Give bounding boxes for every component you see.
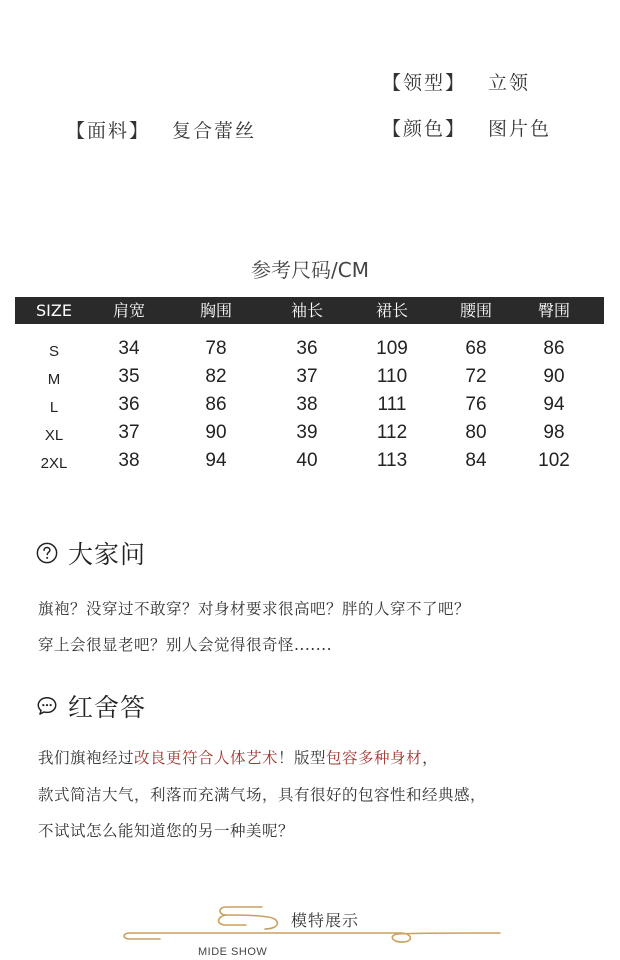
attribute-value: 图片色 [488,118,552,140]
table-cell: 102 [538,450,570,471]
attribute-collar [382,68,530,95]
table-cell: 80 [465,422,487,443]
table-cell: 94 [205,450,227,471]
size-cell: XL [44,427,64,444]
table-row [0,450,620,478]
attribute-color [382,114,551,141]
size-chart-title: 参考尺码/CM [251,258,369,282]
table-cell: 90 [205,422,227,443]
attribute-key: 【颜色】 [382,118,467,140]
table-cell: 84 [465,450,487,471]
attribute-key: 【面料】 [66,120,151,142]
header-cell: 腰围 [459,301,493,320]
question-circle-icon [36,542,58,564]
attribute-fabric [66,116,256,143]
answer-line: 不试试怎么能知道您的另一种美呢？ [38,822,295,840]
table-cell: 78 [205,338,227,359]
answer-title: 红舍答 [68,693,147,722]
table-cell: 37 [118,422,140,443]
table-cell: 113 [376,450,408,471]
table-cell: 39 [296,422,318,443]
attribute-key: 【领型】 [382,72,467,94]
table-cell: 86 [205,394,227,415]
table-row [0,338,620,366]
size-table-header [15,297,604,324]
table-cell: 36 [296,338,318,359]
question-line: 穿上会很显老吧？别人会觉得很奇怪....... [38,636,332,654]
table-cell: 76 [465,394,487,415]
table-row [0,394,620,422]
answer-text: ， [422,749,439,767]
answer-heading [36,690,146,722]
table-cell: 90 [543,366,565,387]
table-cell: 37 [296,366,318,387]
table-cell: 111 [377,394,407,415]
size-cell: S [48,343,60,360]
table-cell: 110 [376,366,408,387]
footer-title: 模特展示 [291,911,360,930]
question-line: 旗袍？没穿过不敢穿？对身材要求很高吧？胖的人穿不了吧？ [38,600,471,618]
table-row [0,366,620,394]
table-cell: 38 [118,450,140,471]
attribute-value: 立领 [488,72,531,94]
question-heading [36,537,146,569]
table-cell: 68 [465,338,487,359]
question-title: 大家问 [68,540,147,569]
header-cell: SIZE [36,301,72,320]
table-cell: 82 [205,366,227,387]
header-cell: 臀围 [537,301,571,320]
attribute-value: 复合蕾丝 [172,120,257,142]
table-cell: 40 [296,450,318,471]
table-cell: 109 [376,338,408,359]
table-cell: 98 [543,422,565,443]
size-cell: L [49,399,59,416]
answer-text: 我们旗袍经过 [38,749,135,767]
size-cell: M [47,371,61,388]
table-cell: 35 [118,366,140,387]
table-cell: 86 [543,338,565,359]
table-cell: 38 [296,394,318,415]
answer-highlight: 改良更符合人体艺术 [134,749,279,767]
table-cell: 36 [118,394,140,415]
answer-text: ！版型 [278,749,327,767]
answer-highlight: 包容多种身材 [326,749,423,767]
size-cell: 2XL [40,455,68,472]
header-cell: 袖长 [290,301,324,320]
chat-bubble-icon [36,695,58,717]
answer-line [38,746,438,768]
table-cell: 34 [118,338,140,359]
header-cell: 裙长 [375,301,409,320]
footer-subtitle: MIDE SHOW [198,946,268,958]
header-cell: 肩宽 [112,301,146,320]
table-cell: 94 [543,394,565,415]
table-row [0,422,620,450]
header-cell: 胸围 [199,301,233,320]
table-cell: 112 [376,422,408,443]
table-cell: 72 [465,366,487,387]
answer-line: 款式简洁大气，利落而充满气场，具有很好的包容性和经典感， [38,786,487,804]
